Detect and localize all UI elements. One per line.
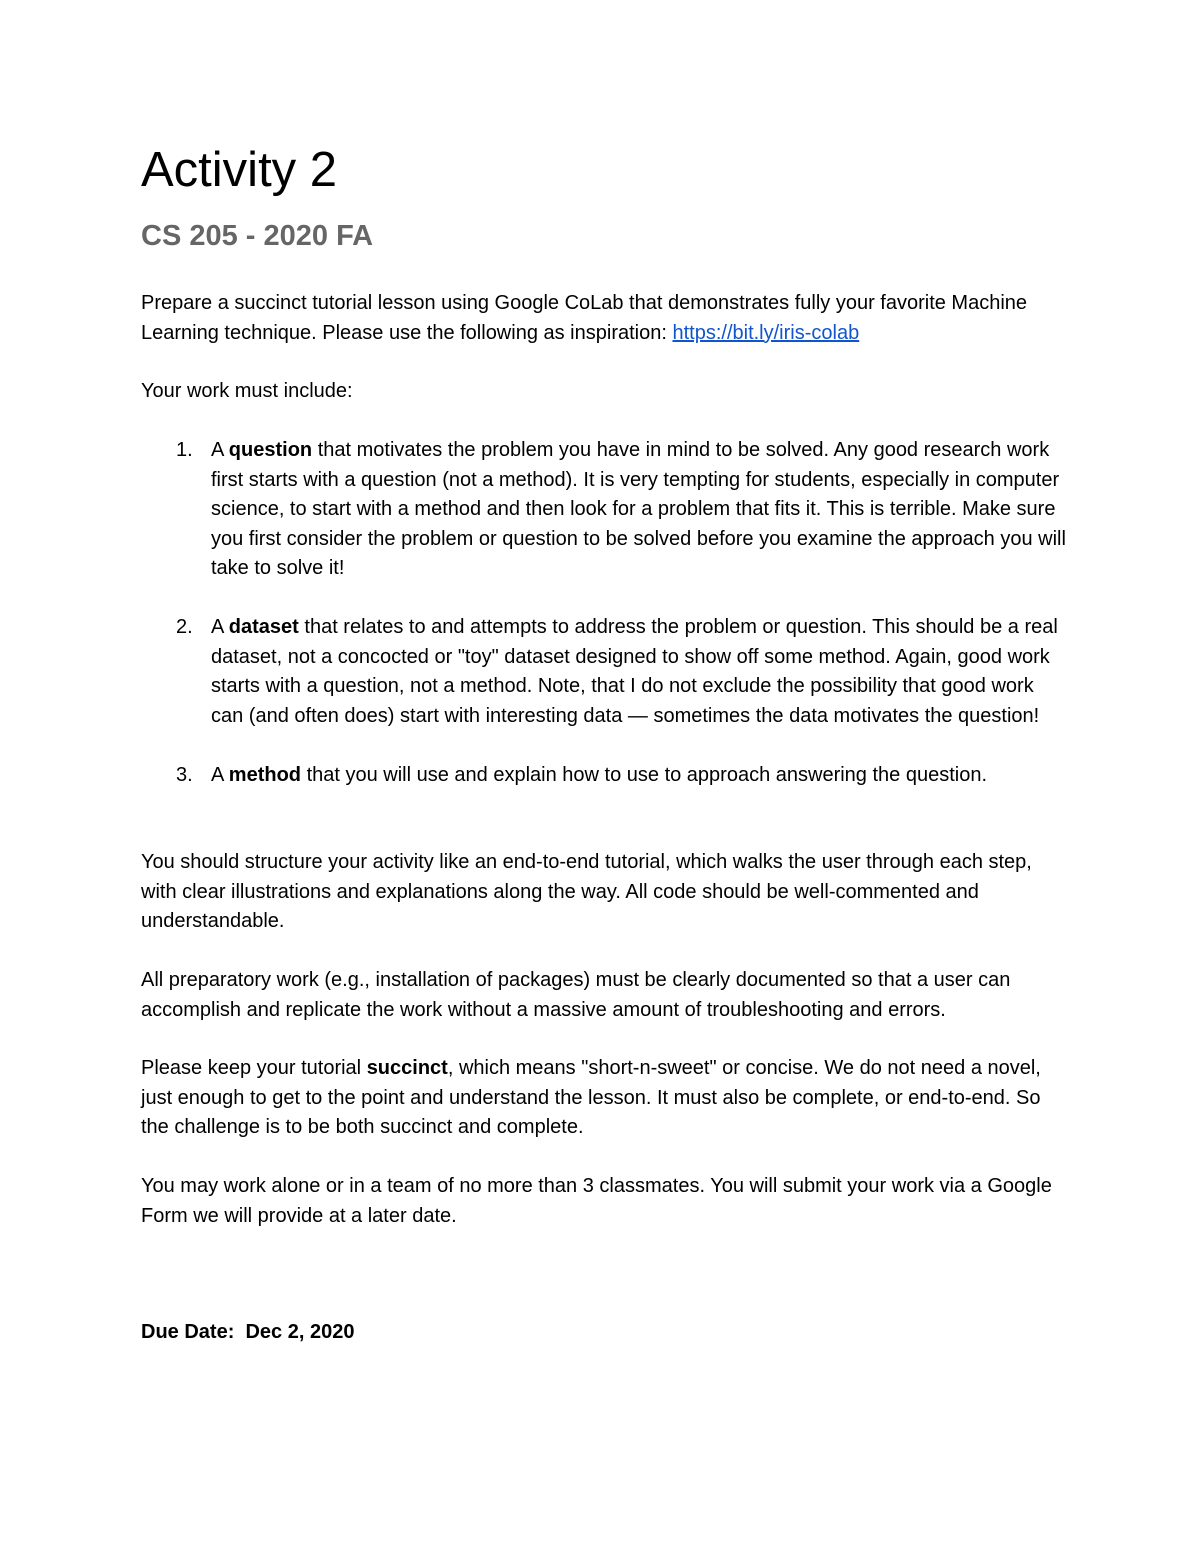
structure-paragraph: You should structure your activity like an end-to-end tutorial, which walks the user through each step, with clear illustrations and explanations along the way. All code should be well-commented and understandable.	[141, 851, 1032, 932]
list-prefix: A	[211, 439, 229, 461]
document-subtitle: CS 205 - 2020 FA	[141, 220, 374, 252]
list-keyword: question	[228, 439, 313, 461]
list-keyword: method	[228, 763, 302, 786]
list-number: 2.	[176, 616, 193, 638]
list-prefix: A	[211, 616, 229, 638]
due-date	[141, 1318, 354, 1348]
succinct-paragraph	[141, 1054, 1066, 1143]
list-number: 1.	[176, 439, 193, 461]
succinct-text: , which means "short-n-sweet" or concise. We do not need a novel, just enough to get to the point and understand the lesson. It must also be complete, or end-to-end. So the challenge is to be both succinct and complete.	[141, 1057, 1041, 1138]
intro-paragraph	[141, 289, 1041, 348]
due-value: Dec 2, 2020	[245, 1321, 355, 1343]
list-item	[141, 436, 1066, 584]
include-label: Your work must include:	[141, 380, 353, 402]
list-item	[141, 613, 1066, 731]
list-text: that motivates the problem you have in mind to be solved. Any good research work first starts with a question (not a method). It is very tempting for students, especially in computer science, to start with a method and then look for a problem that fits it. This is terrible. Make sure you first consider the problem or question to be solved before you examine the approach you will take to solve it!	[211, 439, 1066, 579]
succinct-keyword: succinct	[366, 1057, 448, 1079]
list-prefix: A	[211, 763, 229, 786]
list-text: that relates to and attempts to address the problem or question. This should be a real dataset, not a concocted or "toy" dataset designed to show off some method. Again, good work starts with a question, not a method. Note, that I do not exclude the possibility that good work can (and often does) start with interesting data — sometimes the data motivates the question!	[211, 616, 1058, 727]
succinct-prefix: Please keep your tutorial	[141, 1057, 367, 1079]
due-label: Due Date:	[141, 1321, 235, 1343]
team-paragraph: You may work alone or in a team of no more than 3 classmates. You will submit your work via a Google Form we will provide at a later date.	[141, 1175, 1052, 1227]
document-title: Activity 2	[141, 143, 338, 197]
list-keyword: dataset	[228, 616, 299, 638]
iris-colab-link[interactable]: https://bit.ly/iris-colab	[672, 321, 860, 344]
list-text: that you will use and explain how to use to approach answering the question.	[301, 763, 988, 786]
prep-paragraph: All preparatory work (e.g., installation of packages) must be clearly documented so that a user can accomplish and replicate the work without a massive amount of troubleshooting and errors.	[141, 969, 1011, 1021]
requirements-list	[141, 436, 1066, 820]
list-item	[141, 761, 1066, 791]
list-number: 3.	[176, 763, 193, 786]
intro-text: Prepare a succinct tutorial lesson using Google CoLab that demonstrates fully your favorite Machine Learning technique. Please use the following as inspiration:	[141, 292, 1028, 344]
